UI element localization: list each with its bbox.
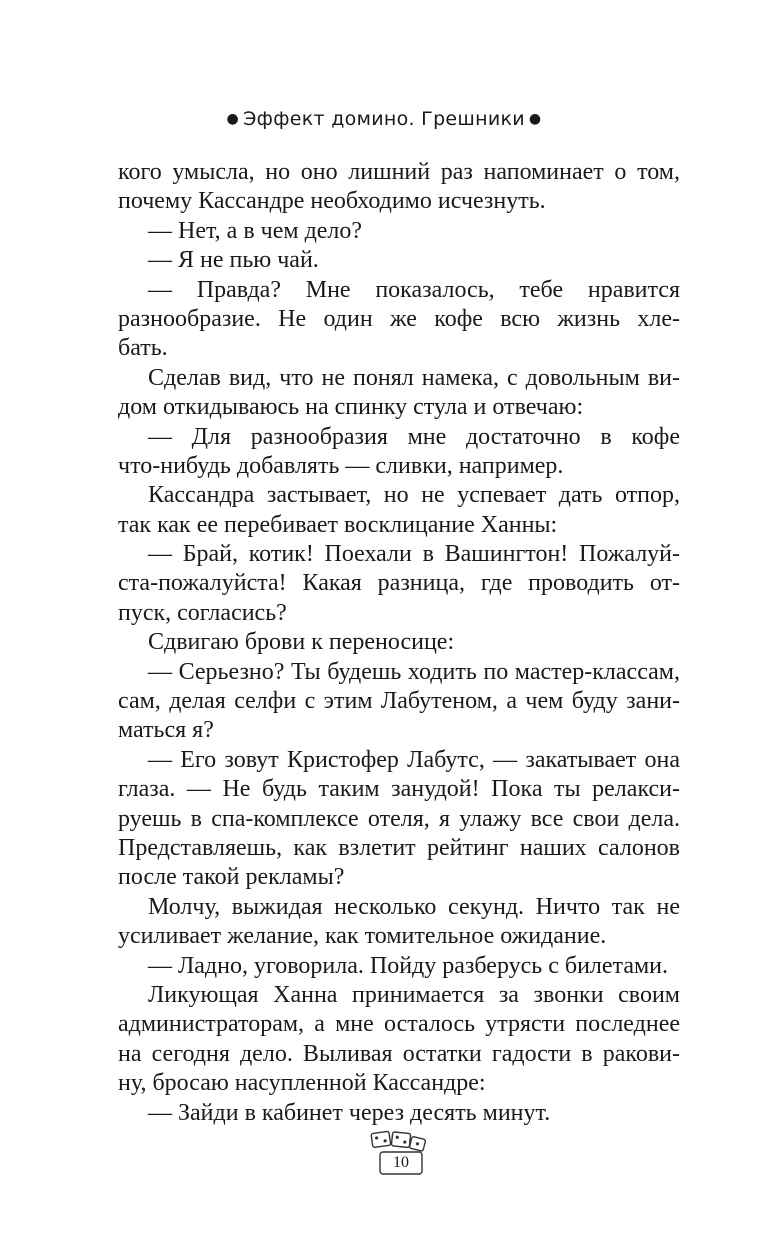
text-line: Молчу, выжидая несколько секунд. Ничто так не	[148, 893, 680, 920]
text-line: — Ладно, уговорила. Пойду разберусь с билетами.	[148, 952, 669, 979]
text-line: после такой рекламы?	[118, 864, 345, 891]
text-line: ну, бросаю насупленной Кассандре:	[118, 1070, 486, 1097]
text-line: руешь в спа-комплексе отеля, я улажу все свои дела.	[118, 805, 680, 832]
text-line: пуск, согласись?	[118, 599, 287, 626]
text-line: усиливает желание, как томительное ожидание.	[118, 923, 607, 950]
text-line: маться я?	[118, 717, 214, 744]
text-line: почему Кассандре необходимо исчезнуть.	[118, 188, 546, 215]
text-line: ста-пожалуйста! Какая разница, где проводить от-	[118, 570, 680, 597]
text-line: Сдвигаю брови к переносице:	[148, 629, 455, 656]
text-line: кого умысла, но оно лишний раз напоминает о том,	[118, 159, 680, 185]
text-line: — Брай, котик! Поехали в Вашингтон! Пожалуй-	[148, 541, 680, 568]
text-line: глаза. — Не будь таким занудой! Пока ты релакси-	[118, 776, 680, 803]
page-footer	[366, 1128, 428, 1178]
body-text	[118, 158, 680, 1128]
text-line: сам, делая селфи с этим Лабутеном, а чем буду зани-	[118, 688, 680, 715]
text-line: Кассандра застывает, но не успевает дать отпор,	[148, 482, 680, 509]
text-line: — Я не пью чай.	[148, 247, 319, 274]
text-line: — Для разнообразия мне достаточно в кофе	[148, 423, 680, 450]
text-line: Представляешь, как взлетит рейтинг наших салонов	[118, 834, 680, 861]
book-title: Эффект домино. Грешники	[243, 108, 525, 130]
text-line: что-нибудь добавлять — сливки, например.	[118, 452, 564, 479]
text-line: — Зайди в кабинет через десять минут.	[148, 1099, 551, 1126]
text-line: — Его зовут Кристофер Лабутс, — закатывает она	[148, 746, 680, 773]
text-line: на сегодня дело. Выливая остатки гадости в ракови-	[118, 1040, 680, 1067]
running-header	[0, 108, 768, 130]
text-line: бать.	[118, 335, 168, 362]
bullet-dot-left: ●	[226, 111, 240, 127]
text-line: так как ее перебивает восклицание Ханны:	[118, 511, 558, 538]
text-line: разнообразие. Не один же кофе всю жизнь хле-	[118, 305, 680, 332]
text-line: — Серьезно? Ты будешь ходить по мастер-классам,	[148, 658, 680, 685]
page-number: 10	[393, 1154, 409, 1171]
text-line: Ликующая Ханна принимается за звонки своим	[148, 981, 680, 1008]
text-line: — Правда? Мне показалось, тебе нравится	[148, 276, 680, 303]
text-line: Сделав вид, что не понял намека, с довольным ви-	[148, 364, 680, 391]
text-line: администраторам, а мне осталось утрясти последнее	[118, 1011, 680, 1038]
text-line: дом откидываюсь на спинку стула и отвечаю:	[118, 394, 584, 421]
text-line: — Нет, а в чем дело?	[148, 217, 363, 244]
bullet-dot-right: ●	[528, 111, 542, 127]
